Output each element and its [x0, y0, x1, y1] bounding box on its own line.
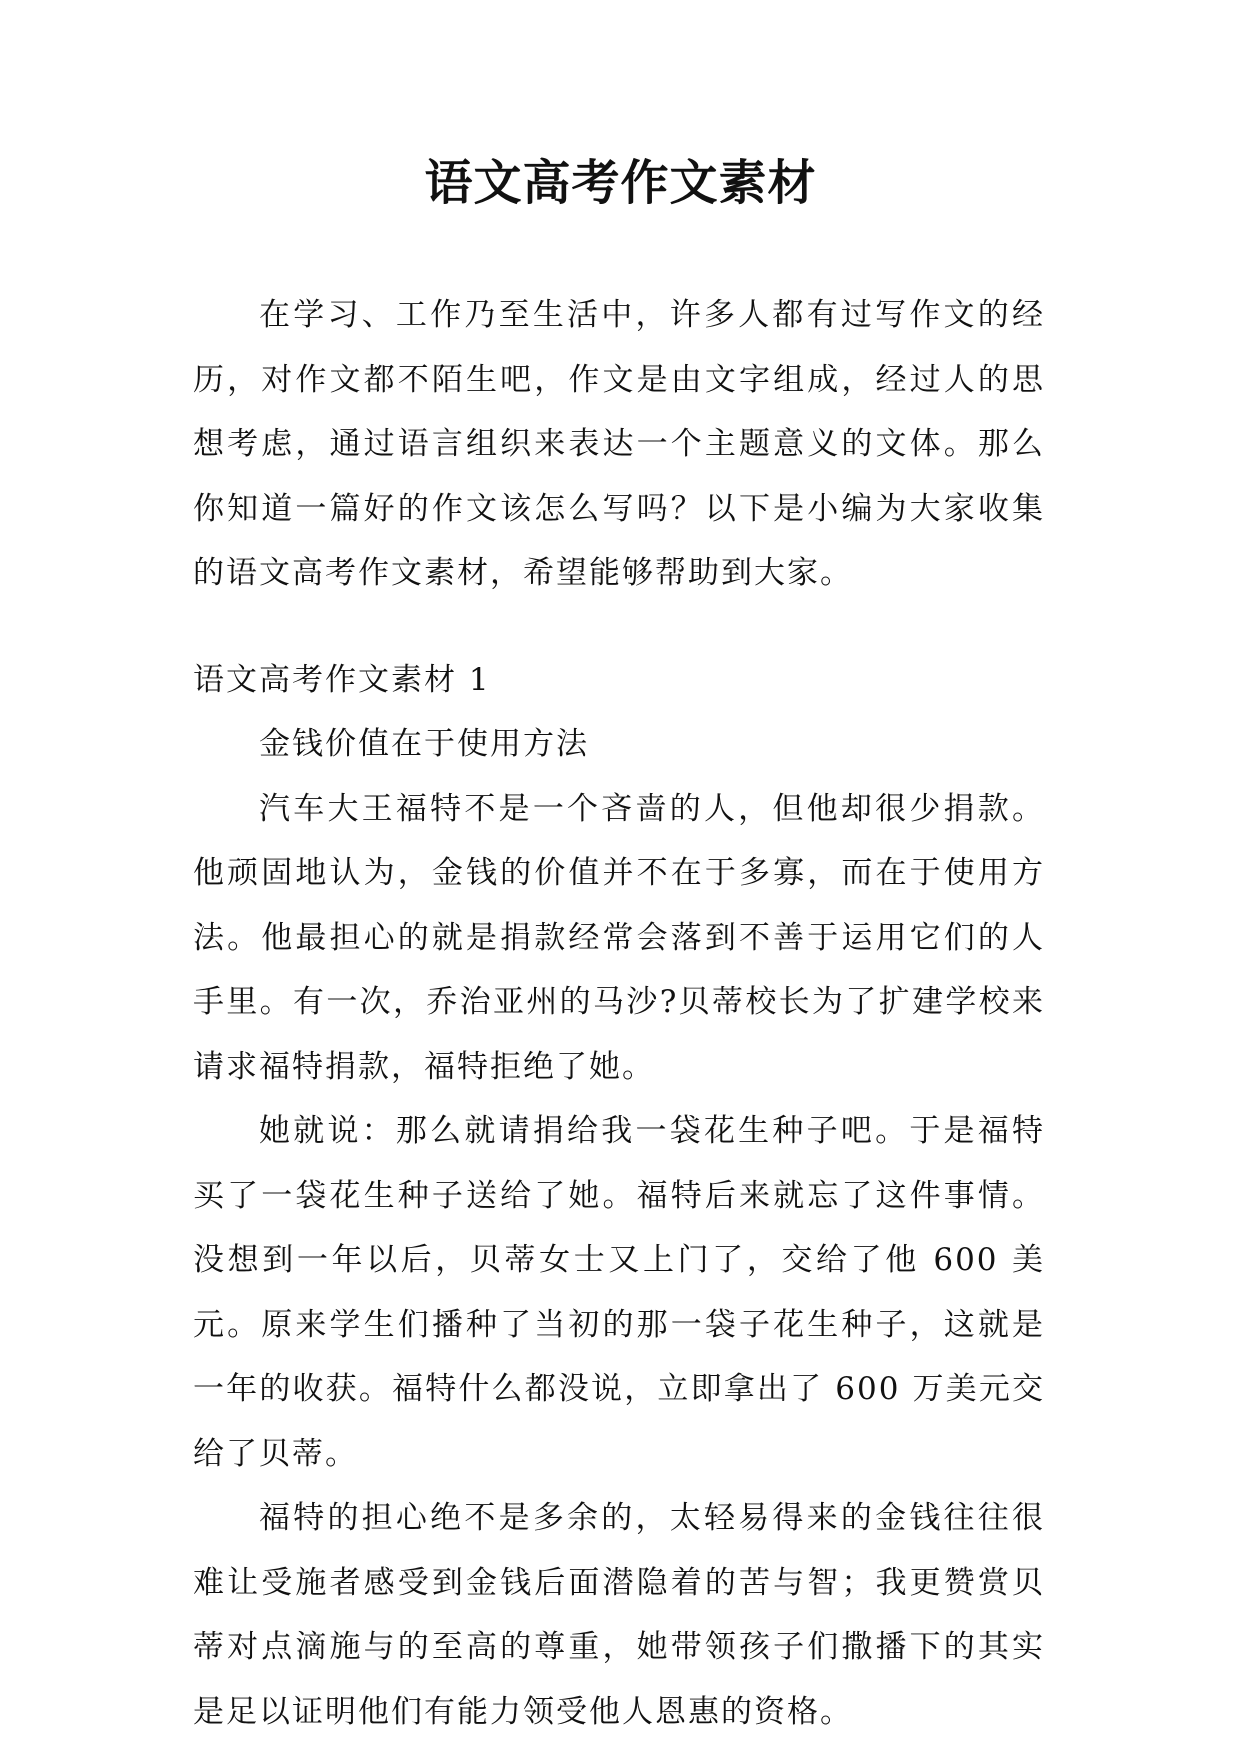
body-paragraph: 汽车大王福特不是一个吝啬的人，但他却很少捐款。他顽固地认为，金钱的价值并不在于多寡，而在于使用方法。他最担心的就是捐款经常会落到不善于运用它们的人手里。有一次，乔治亚州的马沙?贝蒂校长为了扩建学校来请求福特捐款，福特拒绝了她。: [193, 790, 1045, 1085]
sub-heading: 金钱价值在于使用方法: [259, 726, 589, 762]
document-body: [193, 283, 1045, 1744]
section-heading: 语文高考作文素材 1: [193, 661, 491, 698]
body-paragraph: 福特的担心绝不是多余的，太轻易得来的金钱往往很难让受施者感受到金钱后面潜隐着的苦与智；我更赞赏贝蒂对点滴施与的至高的尊重，她带领孩子们撒播下的其实是足以证明他们有能力领受他人恩惠的资格。: [193, 1500, 1045, 1730]
intro-paragraph: 在学习、工作乃至生活中，许多人都有过写作文的经历，对作文都不陌生吧，作文是由文字组成，经过人的思想考虑，通过语言组织来表达一个主题意义的文体。那么你知道一篇好的作文该怎么写吗？以下是小编为大家收集的语文高考作文素材，希望能够帮助到大家。: [193, 297, 1045, 591]
document-title: 语文高考作文素材: [424, 155, 817, 211]
body-paragraph: 她就说：那么就请捐给我一袋花生种子吧。于是福特买了一袋花生种子送给了她。福特后来就忘了这件事情。没想到一年以后，贝蒂女士又上门了，交给了他 600 美元。原来学生们播种了当初的那一袋子花生种子，这就是一年的收获。福特什么都没说，立即拿出了 600 万美元交给了贝蒂。: [193, 1113, 1045, 1472]
